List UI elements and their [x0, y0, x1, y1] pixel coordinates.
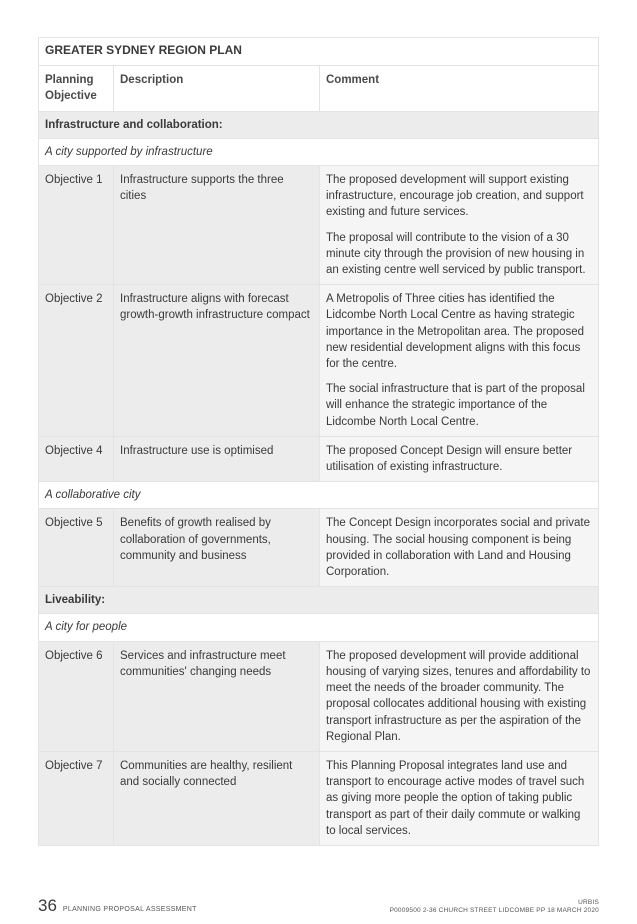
- objective-cell: Objective 4: [39, 436, 114, 481]
- objective-cell: Objective 6: [39, 641, 114, 751]
- description-cell: Communities are healthy, resilient and socially connected: [114, 751, 320, 845]
- description-cell: Services and infrastructure meet communities' changing needs: [114, 641, 320, 751]
- subheading-row: [39, 614, 599, 641]
- description-cell: Infrastructure supports the three cities: [114, 166, 320, 285]
- header-description: Description: [114, 66, 320, 111]
- objective-cell: Objective 7: [39, 751, 114, 845]
- table-row: [39, 436, 599, 481]
- comment-cell: [320, 166, 599, 285]
- objective-cell: Objective 5: [39, 509, 114, 587]
- comment-cell: [320, 641, 599, 751]
- comment-paragraph: A Metropolis of Three cities has identified the Lidcombe North Local Centre as having strategic importance in the Metropolitan area. The proposed new residential development aligns with this focus for the centre.: [326, 293, 585, 371]
- footer-brand: URBIS: [578, 899, 599, 906]
- group-subheading: A city for people: [39, 614, 599, 641]
- table-row: [39, 751, 599, 845]
- comment-cell: [320, 509, 599, 587]
- section-heading-row: [39, 587, 599, 614]
- table-title: GREATER SYDNEY REGION PLAN: [39, 38, 599, 66]
- comment-paragraph: The proposed development will provide additional housing of varying sizes, tenures and affordability to meet the needs of the broader community. The proposal collocates additional housing with existing transport infrastructure as per the aspiration of the Regional Plan.: [326, 649, 591, 743]
- section-heading: Liveability:: [39, 587, 599, 614]
- section-heading-row: [39, 111, 599, 138]
- comment-paragraph: The social infrastructure that is part of the proposal will enhance the strategic importance of the Lidcombe North Local Centre.: [326, 383, 585, 428]
- table-title-row: [39, 38, 599, 66]
- comment-paragraph: The proposal will contribute to the vision of a 30 minute city through the provision of new housing in an existing centre well serviced by public transport.: [326, 231, 586, 277]
- subheading-row: [39, 482, 599, 509]
- header-comment: Comment: [320, 66, 599, 111]
- description-cell: Infrastructure use is optimised: [114, 436, 320, 481]
- comment-cell: [320, 751, 599, 845]
- footer-left: [38, 896, 197, 916]
- table-row: [39, 509, 599, 587]
- comment-cell: [320, 436, 599, 481]
- comment-paragraph: The proposed development will support existing infrastructure, encourage job creation, and support existing and future services.: [326, 174, 584, 219]
- header-planning-objective: Planning Objective: [39, 66, 114, 111]
- table-row: [39, 641, 599, 751]
- objective-cell: Objective 1: [39, 166, 114, 285]
- footer-doc-ref: P0009500 2-36 CHURCH STREET LIDCOMBE PP 18 MARCH 2020: [389, 907, 599, 914]
- description-cell: Infrastructure aligns with forecast growth-growth infrastructure compact: [114, 285, 320, 437]
- region-plan-table: [38, 37, 599, 846]
- footer-section-label: PLANNING PROPOSAL ASSESSMENT: [62, 906, 197, 913]
- subheading-row: [39, 138, 599, 165]
- comment-cell: [320, 285, 599, 437]
- group-subheading: A collaborative city: [39, 482, 599, 509]
- table-header-row: [39, 66, 599, 111]
- group-subheading: A city supported by infrastructure: [39, 138, 599, 165]
- section-heading: Infrastructure and collaboration:: [39, 111, 599, 138]
- objective-cell: Objective 2: [39, 285, 114, 437]
- comment-paragraph: This Planning Proposal integrates land use and transport to encourage active modes of travel such as giving more people the option of taking public transport as part of their daily commute or walking to local services.: [326, 759, 585, 837]
- table-row: [39, 285, 599, 437]
- footer-right: [390, 899, 599, 915]
- comment-paragraph: The Concept Design incorporates social and private housing. The social housing component is being provided in collaboration with Land and Housing Corporation.: [326, 517, 591, 579]
- description-cell: Benefits of growth realised by collaboration of governments, community and business: [114, 509, 320, 587]
- page-number: 36: [38, 896, 57, 915]
- comment-paragraph: The proposed Concept Design will ensure better utilisation of existing infrastructure.: [326, 444, 573, 474]
- table-row: [39, 166, 599, 285]
